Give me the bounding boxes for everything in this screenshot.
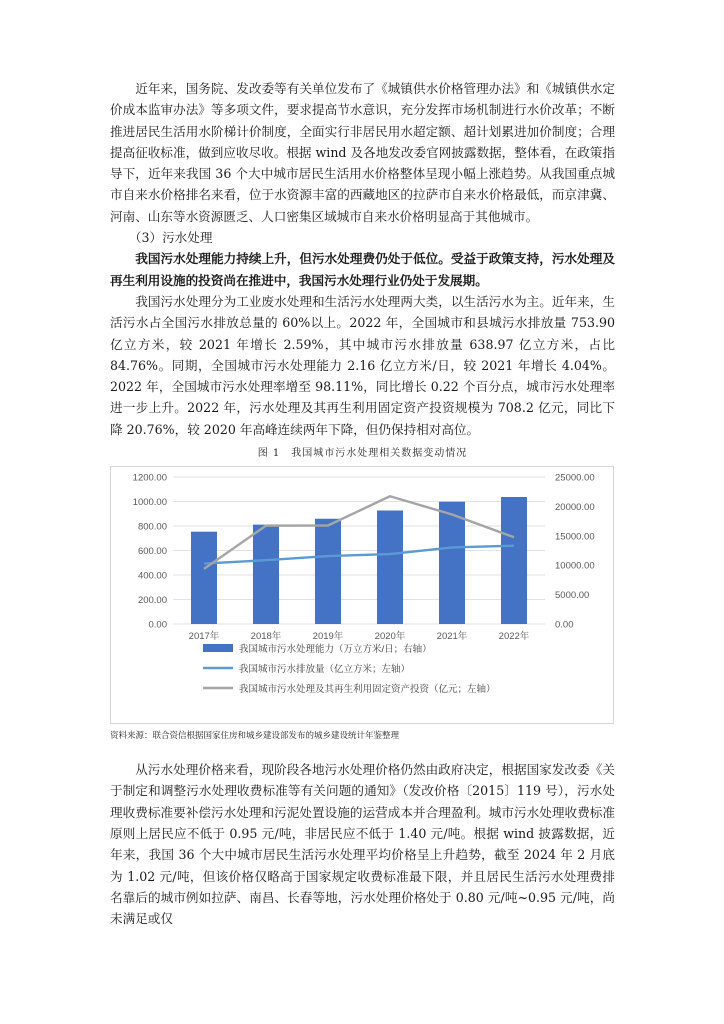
bar-2020年 [377,511,403,624]
x-axis-tick-label: 2022年 [498,631,530,643]
combo-chart [111,467,615,725]
legend-label: 我国城市污水排放量（亿立方米；左轴） [239,664,411,676]
right-axis-tick-label: 5000.00 [555,590,590,602]
x-axis-tick-label: 2019年 [312,631,344,643]
left-axis-tick-label: 200.00 [137,595,167,607]
left-axis-tick-label: 800.00 [137,521,167,533]
right-axis-tick-label: 0.00 [555,619,574,631]
bar-2021年 [439,502,465,624]
x-axis-tick-label: 2020年 [374,631,406,643]
right-axis-tick-label: 20000.00 [555,501,595,513]
left-axis-tick-label: 400.00 [137,570,167,582]
chart-container [110,466,614,724]
x-axis-tick-label: 2018年 [250,631,282,643]
x-axis-tick-label: 2021年 [436,631,468,643]
right-axis-tick-label: 10000.00 [555,560,595,572]
section-subheading: （3）污水处理 [128,230,213,246]
bar-2019年 [315,519,341,624]
left-axis-tick-label: 1000.00 [132,497,167,509]
document-page [110,78,615,929]
paragraph-sewage-price: 从污水处理价格来看，现阶段各地污水处理价格仍然由政府决定，根据国家发改委《关于制定和调整污水处理收费标准等有关问题的通知》（发改价格〔2015〕119 号），污水处理收费标准要补偿污水处理和污泥处置设施的运营成本并合理盈利。城市污水处理收费标准原则上居民应不低于 0.95 元/吨，非居民应不低于 1.40 元/吨。根据 wind 披露数据，近年来，我国 36 个大中城市居民生活污水处理平均价格呈上升趋势，截至 2024 年 2 月底为 1.02 元/吨，但该价格仅略高于国家规定收费标准最下限，并且居民生活污水处理费排名靠后的城市例如拉萨、南昌、长春等地，污水处理价格处于 0.80 元/吨~0.95 元/吨，尚未满足或仅 [110,762,615,927]
left-axis-tick-label: 1200.00 [132,472,167,484]
paragraph-water-price: 近年来，国务院、发改委等有关单位发布了《城镇供水价格管理办法》和《城镇供水定价成本监审办法》等多项文件，要求提高节水意识，充分发挥市场机制进行水价改革；不断推进居民生活用水阶梯计价制度，全面实行非居民用水超定额、超计划累进加价制度；合理提高征收标准，做到应收尽收。根据 wind 及各地发改委官网披露数据，整体看，在政策指导下，近年来我国 36 个大中城市居民生活用水价格整体呈现小幅上涨趋势。从我国重点城市自来水价格排名来看，位于水资源丰富的西藏地区的拉萨市自来水价格最低，而京津冀、河南、山东等水资源匮乏、人口密集区域城市自来水价格明显高于其他城市。 [110,81,615,224]
left-axis-tick-label: 0.00 [148,619,167,631]
legend-label: 我国城市污水处理及其再生利用固定资产投资（亿元；左轴） [239,684,496,696]
bar-2018年 [253,525,279,624]
right-axis-tick-label: 25000.00 [555,472,595,484]
bold-summary: 我国污水处理能力持续上升，但污水处理费仍处于低位。受益于政策支持，污水处理及再生利用设施的投资尚在推进中，我国污水处理行业仍处于发展期。 [110,251,615,288]
legend-label: 我国城市污水处理能力（万立方米/日；右轴） [239,644,432,656]
line-series-0 [204,546,514,564]
figure-caption: 图 1 我国城市污水处理相关数据变动情况 [257,448,468,460]
line-series-1 [204,496,514,569]
bar-2017年 [191,532,217,624]
paragraph-sewage-overview: 我国污水处理分为工业废水处理和生活污水处理两大类，以生活污水为主。近年来，生活污水占全国污水排放总量的 60%以上。2022 年，全国城市和县城污水排放量 753.90 亿立方米，较 2021 年增长 2.59%，其中城市污水排放量 638.97 亿立方米，占比 84.76%。同期，全国城市污水处理能力 2.16 亿立方米/日，较 2021 年增长 4.04%。2022 年，全国城市污水处理率增至 98.11%，同比增长 0.22 个百分点，城市污水处理率进一步上升。2022 年，污水处理及其再生利用固定资产投资规模为 708.2 亿元，同比下降 20.76%，较 2020 年高峰连续两年下降，但仍保持相对高位。 [110,293,615,437]
x-axis-tick-label: 2017年 [188,631,220,643]
legend-swatch-bar [203,644,233,652]
left-axis-tick-label: 600.00 [137,546,167,558]
bar-2022年 [501,497,527,624]
source-note: 资料来源：联合资信根据国家住房和城乡建设部发布的城乡建设统计年鉴整理 [110,731,400,742]
right-axis-tick-label: 15000.00 [555,531,595,543]
